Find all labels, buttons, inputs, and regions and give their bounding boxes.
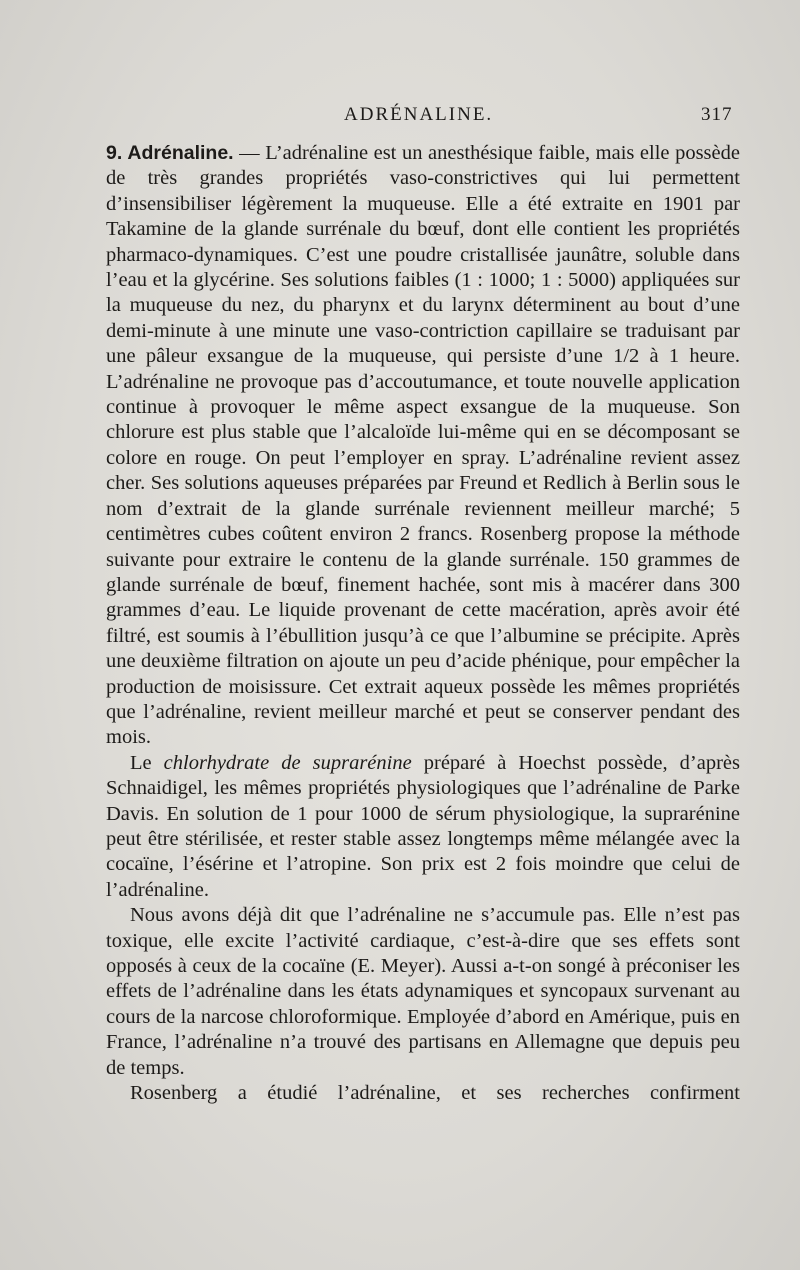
running-head: [0, 104, 800, 128]
running-title: ADRÉNALINE.: [344, 104, 494, 125]
paragraph-text: — L’adrénaline est un anesthésique faible, mais elle possède de très grandes propriétés vaso-constrictives qui lui permettent d’insensibiliser légèrement la muqueuse. Elle a été extraite en 1901 par Takamine de la glande surrénale du bœuf, dont elle contient les propriétés pharmaco-dynamiques. C’est une poudre cristallisée jaunâtre, soluble dans l’eau et la glycérine. Ses solutions faibles (1 : 1000; 1 : 5000) appliquées sur la muqueuse du nez, du pharynx et du larynx déterminent au bout d’une demi-minute à une minute une vaso-contriction capillaire se traduisant par une pâleur exsangue de la muqueuse, qui persiste d’une 1/2 à 1 heure. L’adrénaline ne provoque pas d’accoutumance, et toute nouvelle application continue à provoquer le même aspect exsangue de la muqueuse. Son chlorure est plus stable que l’alcaloïde lui-même qui en se décomposant se colore en rouge. On peut l’employer en spray. L’adrénaline revient assez cher. Ses solutions aqueuses préparées par Freund et Redlich à Berlin sous le nom d’extrait de la glande surrénale reviennent meilleur marché; 5 centimètres cubes coûtent environ 2 francs. Rosenberg propose la méthode suivante pour extraire le contenu de la glande surrénale. 150 grammes de glande surrénale de bœuf, finement hachée, sont mis à macérer dans 300 grammes d’eau. Le liquide provenant de cette macération, après avoir été filtré, est soumis à l’ébullition jusqu’à ce que l’albumine se précipite. Après une deuxième filtration on ajoute un peu d’acide phénique, pour empêcher la production de moisissure. Cet extrait aqueux possède les mêmes propriétés que l’adrénaline, revient meilleur marché et peut se conserver pendant des mois.: [106, 142, 740, 749]
italic-term: chlorhydrate de suprarénine: [163, 751, 412, 774]
page-number: 317: [701, 104, 733, 125]
paragraph-rosenberg: Rosenberg a étudié l’adrénaline, et ses recherches confirment: [130, 1082, 740, 1105]
paragraph-toxicity: Nous avons déjà dit que l’adrénaline ne s’accumule pas. Elle n’est pas toxique, elle excite l’activité cardiaque, c’est-à-dire que ses effets sont opposés à ceux de la cocaïne (E. Meyer). Aussi a-t-on songé à préconiser les effets de l’adrénaline dans les états adynamiques et syncopaux survenant au cours de la narcose chloroformique. Employée d’abord en Amérique, puis en France, l’adrénaline n’a trouvé des partisans en Allemagne que depuis peu de temps.: [106, 904, 740, 1079]
paragraph-suprarenine: [106, 751, 740, 903]
paragraph-text: préparé à Hoechst possède, d’après Schnaidigel, les mêmes propriétés physiologiques que l’adrénaline de Parke Davis. En solution de 1 pour 1000 de sérum physiologique, la suprarénine peut être stérilisée, et rester stable assez longtemps même mélangée avec la cocaïne, l’ésérine et l’atropine. Son prix est 2 fois moindre que celui de l’adrénaline.: [106, 751, 740, 901]
paragraph-text: Le: [130, 751, 164, 774]
section-heading: 9. Adrénaline.: [106, 142, 234, 164]
paragraph-adrenaline: [106, 141, 740, 751]
body-text: [106, 141, 740, 1106]
